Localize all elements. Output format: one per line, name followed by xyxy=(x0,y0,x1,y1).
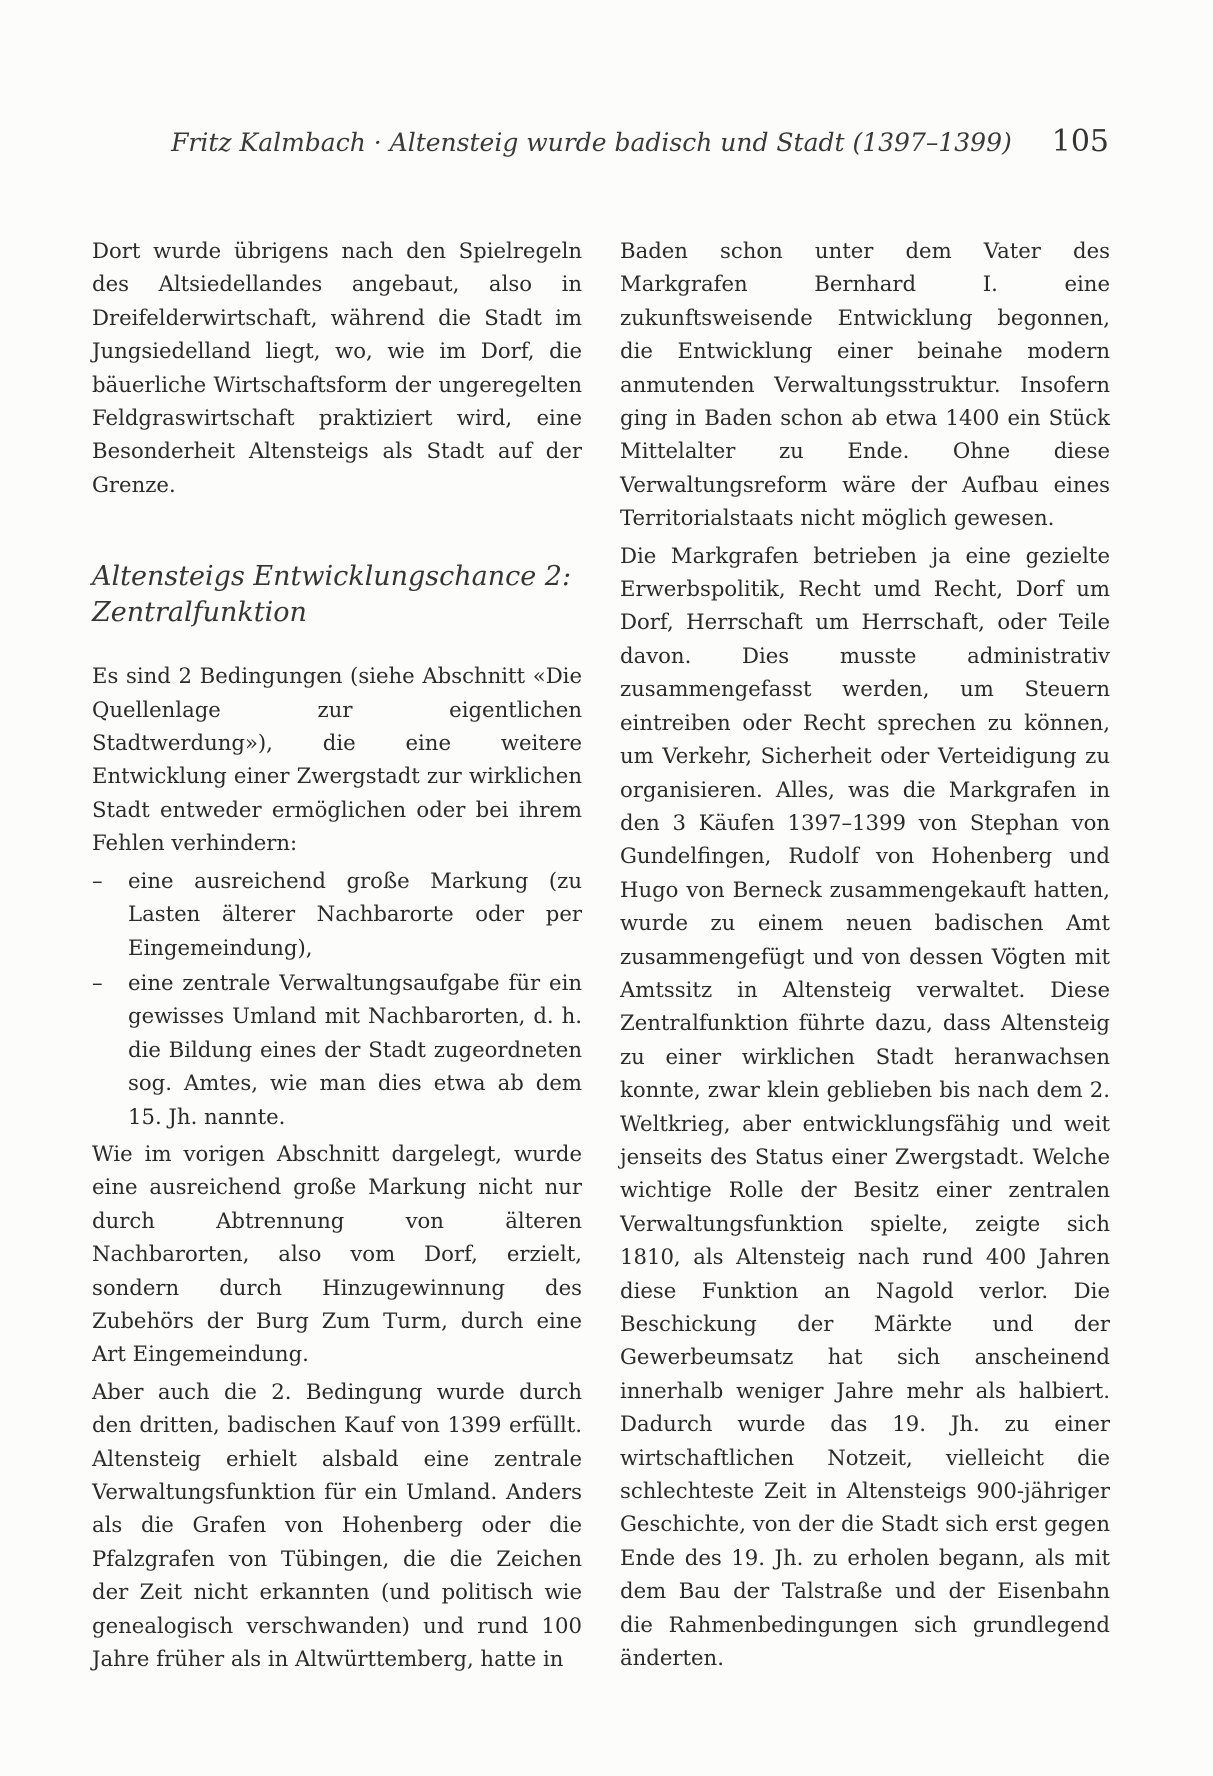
list-item xyxy=(92,864,582,964)
section-heading xyxy=(92,559,582,631)
paragraph: Baden schon unter dem Vater des Markgrafen Bernhard I. eine zukunftsweisende Entwicklung begonnen, die Entwicklung einer beinahe modern anmutenden Verwaltungsstruktur. Insofern ging in Baden schon ab etwa 1400 ein Stück Mittelalter zu Ende. Ohne diese Verwaltungsreform wäre der Aufbau eines Territorialstaats nicht möglich gewesen. xyxy=(620,238,1110,531)
left-column xyxy=(92,234,582,1679)
dash-marker: – xyxy=(92,969,103,995)
paragraph: Die Markgrafen betrieben ja eine gezielte Erwerbspolitik, Recht umd Recht, Dorf um Dorf, Herrschaft um Herrschaft, oder Teile davon. Dies musste administrativ zusammengefasst werden, um Steuern eintreiben oder Recht sprechen zu können, um Verkehr, Sicherheit oder Verteidigung zu organisieren. Alles, was die Markgrafen in den 3 Käufen 1397–1399 von Stephan von Gundelfingen, Rudolf von Hohenberg und Hugo von Berneck zusammengekauft hatten, wurde zu einem neuen badischen Amt zusammengefügt und von dessen Vögten mit Amtssitz in Altensteig verwaltet. Diese Zentralfunktion führte dazu, dass Altensteig zu einer wirklichen Stadt heranwachsen konnte, zwar klein geblieben bis nach dem 2. Weltkrieg, aber entwicklungsfähig und weit jenseits des Status einer Zwergstadt. Welche wichtige Rolle der Besitz einer zentralen Verwaltungsfunktion spielte, zeigte sich 1810, als Altensteig nach rund 400 Jahren diese Funktion an Nagold verlor. Die Beschickung der Märkte und der Gewerbeumsatz hat sich anscheinend innerhalb weniger Jahre mehr als halbiert. Dadurch wurde das 19. Jh. zu einer wirtschaftlichen Notzeit, vielleicht die schlechteste Zeit in Altensteigs 900-jähriger Geschichte, von der die Stadt sich erst gegen Ende des 19. Jh. zu erholen begann, als mit dem Bau der Talstraße und der Eisenbahn die Rahmenbedingungen sich grundlegend änderten. xyxy=(620,542,1110,1671)
running-head xyxy=(171,124,1109,164)
right-column xyxy=(620,234,1110,1678)
list-item-text: eine ausreichend große Markung (zu Lasten älterer Nachbarorte oder per Eingemeindung), xyxy=(128,867,582,960)
section-heading-line-2: Zentralfunktion xyxy=(92,597,307,629)
running-head-title: Fritz Kalmbach · Altensteig wurde badisch und Stadt (1397–1399) xyxy=(171,128,1012,157)
paragraph: Wie im vorigen Abschnitt dargelegt, wurde eine ausreichend große Markung nicht nur durch Abtrennung von älteren Nachbarorten, also vom Dorf, erzielt, sondern durch Hinzugewinnung des Zubehörs der Burg Zum Turm, durch eine Art Eingemeindung. xyxy=(92,1140,582,1367)
paragraph: Dort wurde übrigens nach den Spielregeln des Altsiedellandes angebaut, also in Dreifelderwirtschaft, während die Stadt im Jungsiedelland liegt, wo, wie im Dorf, die bäuerliche Wirtschaftsform der ungeregelten Feldgraswirtschaft praktiziert wird, eine Besonderheit Altensteigs als Stadt auf der Grenze. xyxy=(92,238,582,497)
bullet-list xyxy=(92,864,582,1133)
dash-marker: – xyxy=(92,867,103,893)
paragraph: Es sind 2 Bedingungen (siehe Abschnitt «Die Quellenlage zur eigentlichen Stadtwerdung»), die eine weitere Entwicklung einer Zwergstadt zur wirklichen Stadt entweder ermöglichen oder bei ihrem Fehlen verhindern: xyxy=(92,663,582,856)
list-item xyxy=(92,966,582,1133)
list-item-text: eine zentrale Verwaltungsaufgabe für ein gewisses Umland mit Nachbarorten, d. h. die Bildung eines der Stadt zugeordneten sog. Amtes, wie man dies etwa ab dem 15. Jh. nannte. xyxy=(128,969,582,1129)
page-number: 105 xyxy=(1051,124,1109,159)
section-heading-line-1: Altensteigs Entwicklungschance 2: xyxy=(92,561,572,593)
paragraph: Aber auch die 2. Bedingung wurde durch den dritten, badischen Kauf von 1399 erfüllt. Altensteig erhielt alsbald eine zentrale Verwaltungsfunktion für ein Umland. Anders als die Grafen von Hohenberg oder die Pfalzgrafen von Tübingen, die die Zeichen der Zeit nicht erkannten (und politisch wie genealogisch verschwanden) und rund 100 Jahre früher als in Altwürttemberg, hatte in xyxy=(92,1378,582,1672)
